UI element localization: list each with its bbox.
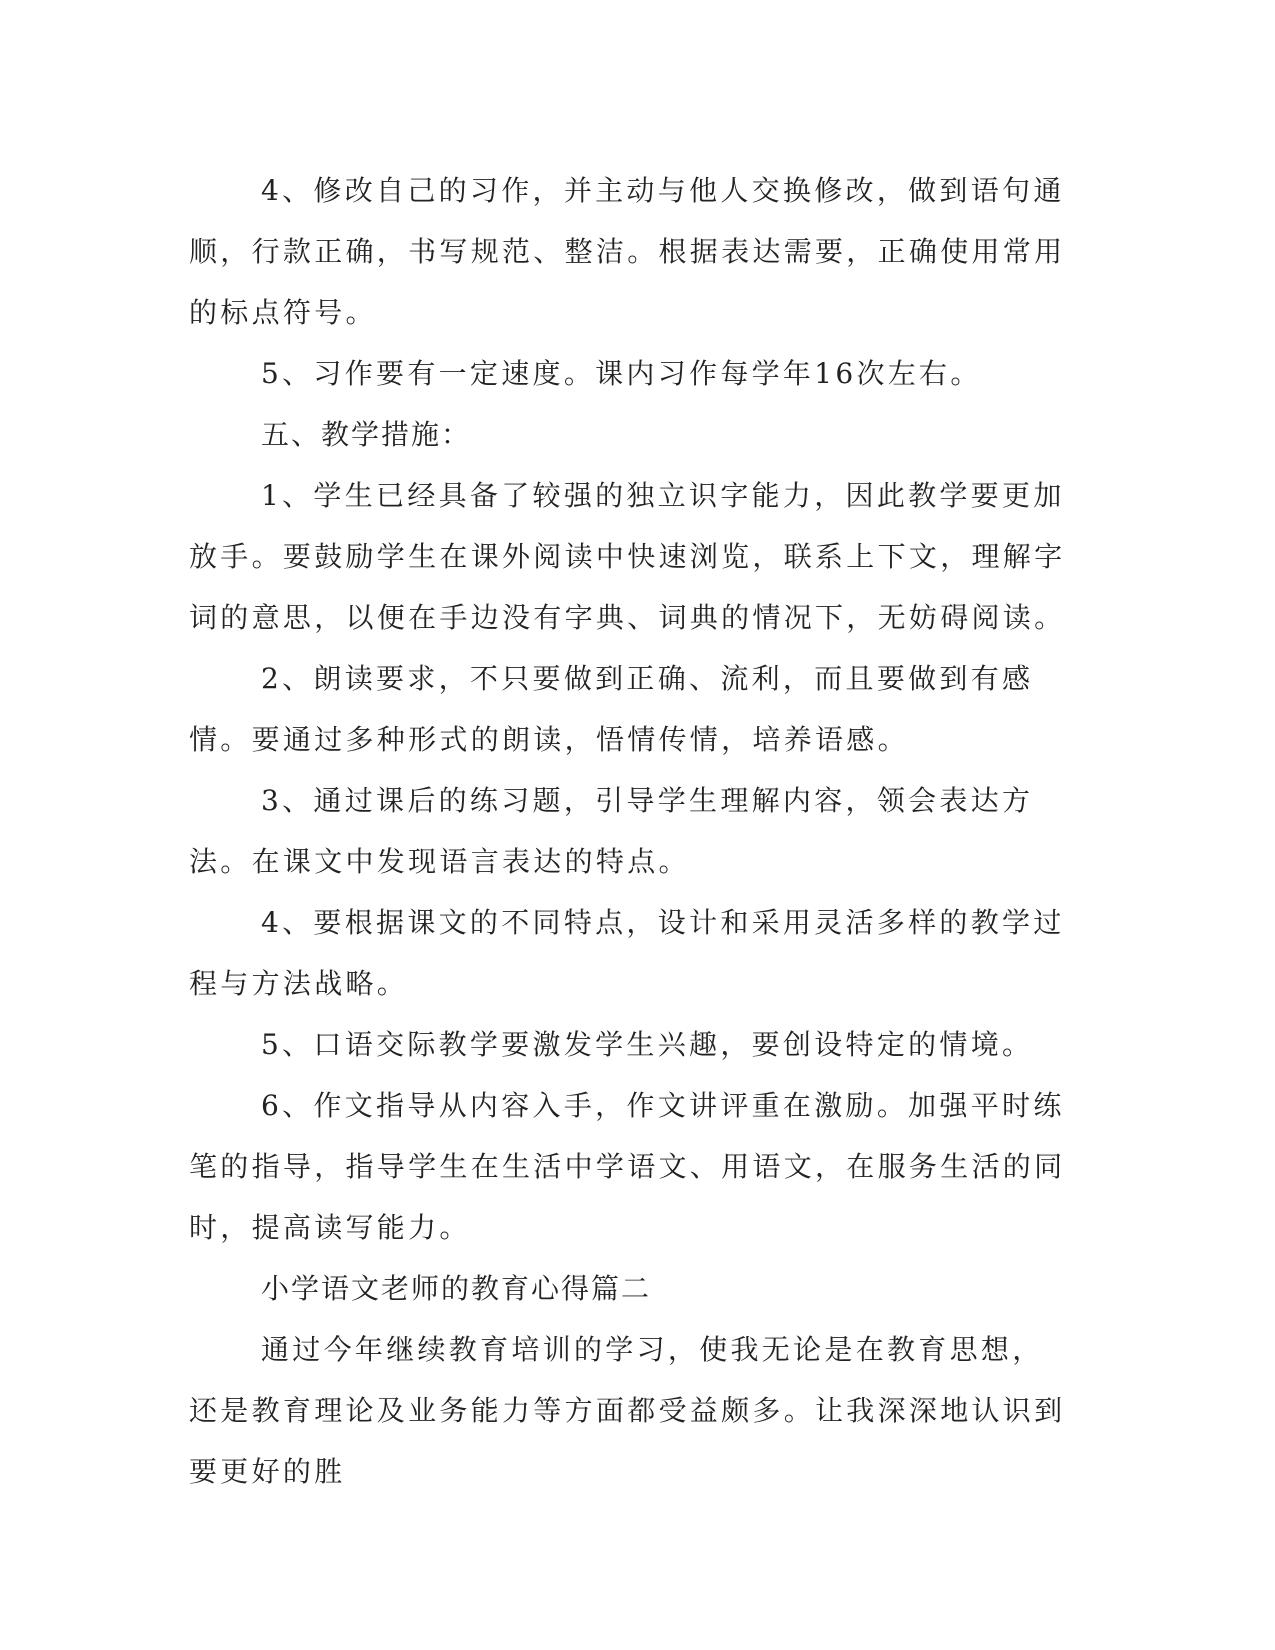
paragraph-writing-revision: 4、修改自己的习作，并主动与他人交换修改，做到语句通顺，行款正确，书写规范、整洁。根据表达需要，正确使用常用的标点符号。 bbox=[189, 174, 1066, 329]
paragraph-training-reflection: 通过今年继续教育培训的学习，使我无论是在教育思想，还是教育理论及业务能力等方面都受益颇多。让我深深地认识到要更好的胜 bbox=[189, 1333, 1066, 1488]
paragraph-measure-4: 4、要根据课文的不同特点，设计和采用灵活多样的教学过程与方法战略。 bbox=[189, 906, 1065, 1000]
paragraph-measure-1: 1、学生已经具备了较强的独立识字能力，因此教学要更加放手。要鼓励学生在课外阅读中快速浏览，联系上下文，理解字词的意思，以便在手边没有字典、词典的情况下，无妨碍阅读。 bbox=[189, 479, 1066, 634]
document-body bbox=[189, 160, 1069, 1502]
paragraph-writing-speed: 5、习作要有一定速度。课内习作每学年16次左右。 bbox=[261, 357, 982, 390]
section-heading-teaching-measures: 五、教学措施： bbox=[261, 418, 472, 451]
paragraph-measure-3: 3、通过课后的练习题，引导学生理解内容，领会表达方法。在课文中发现语言表达的特点。 bbox=[189, 784, 1034, 878]
paragraph-measure-5: 5、口语交际教学要激发学生兴趣，要创设特定的情境。 bbox=[261, 1028, 1034, 1061]
paragraph-measure-6: 6、作文指导从内容入手，作文讲评重在激励。加强平时练笔的指导，指导学生在生活中学语文、用语文，在服务生活的同时，提高读写能力。 bbox=[189, 1089, 1066, 1244]
article-title-part-two: 小学语文老师的教育心得篇二 bbox=[261, 1272, 652, 1305]
paragraph-measure-2: 2、朗读要求，不只要做到正确、流利，而且要做到有感情。要通过多种形式的朗读，悟情传情，培养语感。 bbox=[189, 662, 1034, 756]
